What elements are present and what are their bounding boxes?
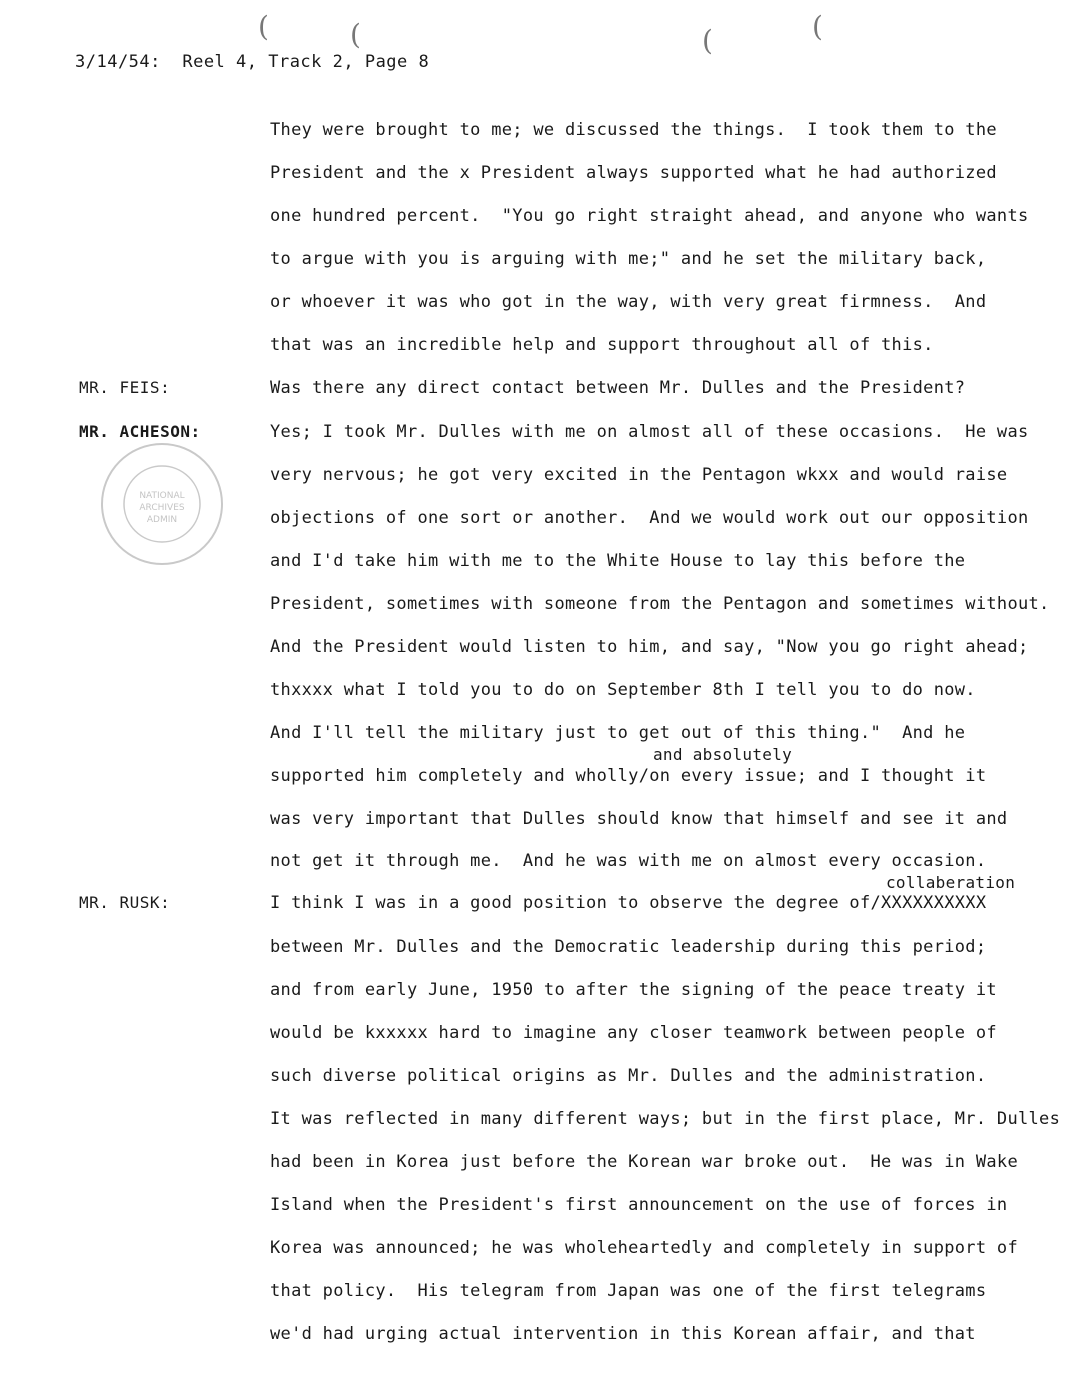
text-line: President and the x President always supported what he had authorized — [270, 163, 997, 183]
text-line: Korea was announced; he was wholeheartedly and completely in support of — [270, 1238, 1018, 1258]
text-line: not get it through me. And he was with me on almost every occasion. — [270, 851, 987, 871]
svg-text:ADMIN: ADMIN — [146, 515, 178, 525]
text-line: would be kxxxxx hard to imagine any closer teamwork between people of — [270, 1023, 997, 1043]
speaker-label-feis: MR. FEIS: — [79, 378, 171, 397]
text-line: we'd had urging actual intervention in this Korean affair, and that — [270, 1324, 976, 1344]
text-line: They were brought to me; we discussed the things. I took them to the — [270, 120, 997, 140]
text-line: very nervous; he got very excited in the Pentagon wkxx and would raise — [270, 465, 1008, 485]
text-line: between Mr. Dulles and the Democratic leadership during this period; — [270, 937, 987, 957]
text-line: supported him completely and wholly/on every issue; and I thought it — [270, 766, 987, 786]
text-line: to argue with you is arguing with me;" and he set the military back, — [270, 249, 987, 269]
text-line: It was reflected in many different ways; but in the first place, Mr. Dulles — [270, 1109, 1061, 1129]
margin-mark: ( — [702, 24, 713, 57]
text-line: and I'd take him with me to the White House to lay this before the — [270, 551, 966, 571]
margin-mark: ( — [812, 10, 823, 43]
text-line: had been in Korea just before the Korean war broke out. He was in Wake — [270, 1152, 1018, 1172]
text-line: and from early June, 1950 to after the signing of the peace treaty it — [270, 980, 997, 1000]
text-line: one hundred percent. "You go right straight ahead, and anyone who wants — [270, 206, 1029, 226]
insertion-collaberation: collaberation — [886, 873, 1016, 892]
text-line: President, sometimes with someone from the Pentagon and sometimes without. — [270, 594, 1050, 614]
text-line: And I'll tell the military just to get out of this thing." And he — [270, 723, 966, 743]
text-line: or whoever it was who got in the way, with very great firmness. And — [270, 292, 987, 312]
text-line: Island when the President's first announcement on the use of forces in — [270, 1195, 1008, 1215]
text-line: And the President would listen to him, and say, "Now you go right ahead; — [270, 637, 1029, 657]
text-line: thxxxx what I told you to do on September 8th I tell you to do now. — [270, 680, 976, 700]
text-line: Yes; I took Mr. Dulles with me on almost all of these occasions. He was — [270, 422, 1029, 442]
archive-stamp — [98, 440, 226, 568]
text-line: objections of one sort or another. And we would work out our opposition — [270, 508, 1029, 528]
text-line: I think I was in a good position to observe the degree of/XXXXXXXXXX — [270, 893, 987, 913]
svg-text:ARCHIVES: ARCHIVES — [139, 503, 185, 513]
text-line: was very important that Dulles should know that himself and see it and — [270, 809, 1008, 829]
text-line: that was an incredible help and support throughout all of this. — [270, 335, 934, 355]
speaker-label-rusk: MR. RUSK: — [79, 893, 171, 912]
page-header: 3/14/54: Reel 4, Track 2, Page 8 — [75, 52, 430, 72]
margin-mark: ( — [258, 10, 269, 43]
text-line: such diverse political origins as Mr. Dulles and the administration. — [270, 1066, 987, 1086]
speaker-label-acheson: MR. ACHESON: — [79, 422, 201, 441]
text-line: Was there any direct contact between Mr. Dulles and the President? — [270, 378, 966, 398]
text-line: that policy. His telegram from Japan was one of the first telegrams — [270, 1281, 987, 1301]
insertion-absolutely: and absolutely — [653, 745, 793, 764]
margin-mark: ( — [350, 18, 361, 51]
svg-text:NATIONAL: NATIONAL — [139, 491, 185, 501]
